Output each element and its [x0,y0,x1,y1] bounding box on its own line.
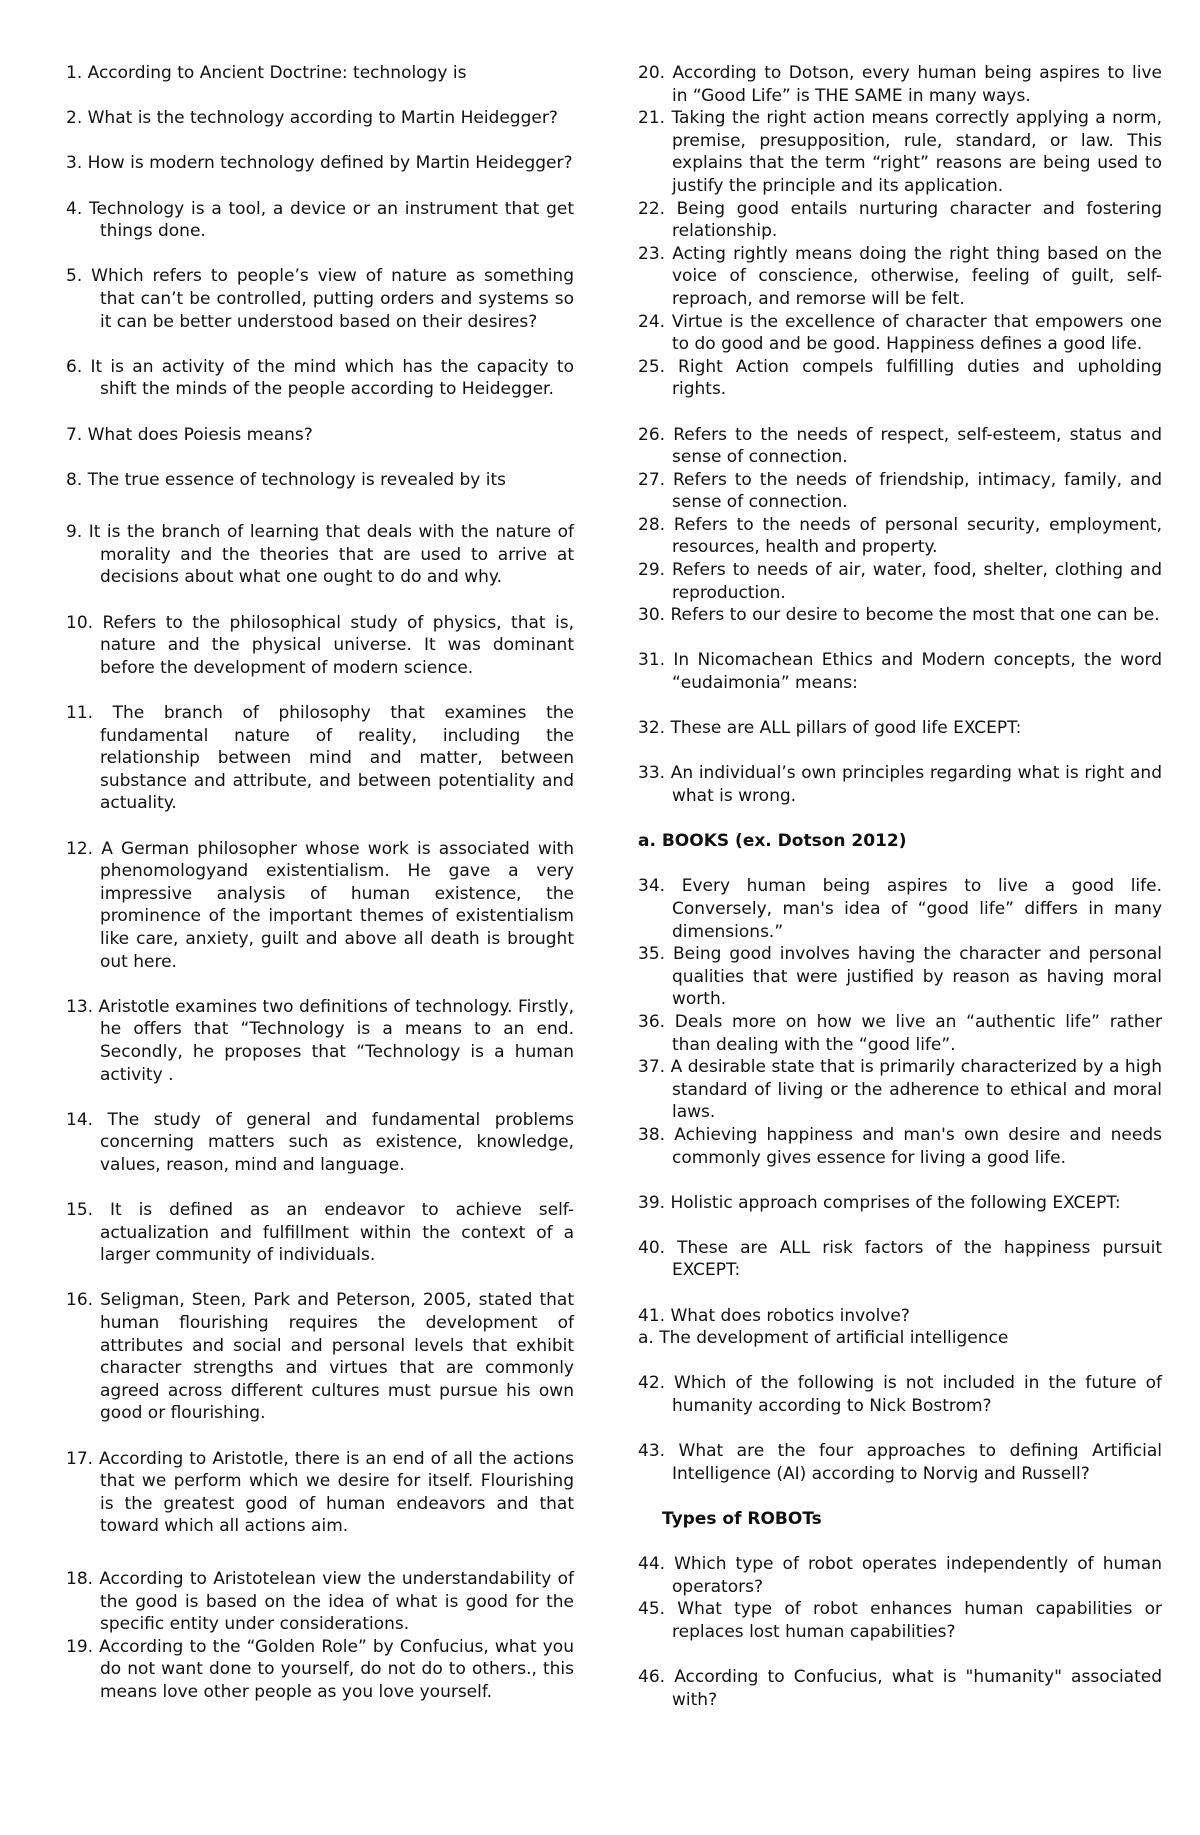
question-40: 40. These are ALL risk factors of the happiness pursuit EXCEPT: [638,1237,1162,1281]
question-41: 41. What does robotics involve? [638,1305,910,1326]
question-4: 4. Technology is a tool, a device or an instrument that get things done. [66,198,574,242]
question-24: 24. Virtue is the excellence of character that empowers one to do good and be good. Happiness defines a good life. [638,311,1162,355]
question-3: 3. How is modern technology defined by Martin Heidegger? [66,153,573,174]
question-26: 26. Refers to the needs of respect, self-esteem, status and sense of connection. [638,424,1162,468]
question-1: 1. According to Ancient Doctrine: technology is [66,63,467,83]
answer-41: a. The development of artificial intelligence [638,1328,1009,1349]
question-39: 39. Holistic approach comprises of the following EXCEPT: [638,1192,1121,1213]
question-10: 10. Refers to the philosophical study of physics, that is, nature and the physical universe. It was dominant before the development of modern science. [66,612,574,678]
question-31: 31. In Nicomachean Ethics and Modern concepts, the word “eudaimonia” means: [638,650,1162,694]
question-37: 37. A desirable state that is primarily characterized by a high standard of living or the adherence to ethical and moral laws. [638,1057,1162,1123]
question-35: 35. Being good involves having the character and personal qualities that were justified by reason as having moral worth. [638,944,1162,1010]
question-19: 19. According to the “Golden Role” by Confucius, what you do not want done to yourself, do not do to others., this means love other people as you love yourself. [66,1636,574,1702]
question-6: 6. It is an activity of the mind which has the capacity to shift the minds of the people according to Heidegger. [66,356,574,400]
question-38: 38. Achieving happiness and man's own desire and needs commonly gives essence for living a good life. [638,1124,1162,1168]
question-12: 12. A German philosopher whose work is associated with phenomologyand existentialism. He gave a very impressive analysis of human existence, the prominence of the important themes of existentialism like care, anxiety, guilt and above all death is brought out here. [66,838,574,972]
question-18: 18. According to Aristotelean view the understandability of the good is based on the idea of what is good for the specific entity under considerations. [66,1569,574,1635]
question-9: 9. It is the branch of learning that deals with the nature of morality and the theories that are used to arrive at decisions about what one ought to do and why. [66,522,574,588]
question-15: 15. It is defined as an endeavor to achieve self-actualization and fulfillment within the context of a larger community of individuals. [66,1200,574,1266]
question-5: 5. Which refers to people’s view of nature as something that can’t be controlled, putting orders and systems so it can be better understood based on their desires? [66,266,574,332]
question-13: 13. Aristotle examines two definitions of technology. Firstly, he offers that “Technology is a means to an end. Secondly, he proposes that “Technology is a human activity . [66,996,574,1085]
heading-books: a. BOOKS (ex. Dotson 2012) [638,831,907,852]
left-column [66,62,574,1704]
question-43: 43. What are the four approaches to defining Artificial Intelligence (AI) according to Norvig and Russell? [638,1441,1162,1484]
question-34: 34. Every human being aspires to live a good life. Conversely, man's idea of “good life” differs in many dimensions.” [638,876,1162,942]
question-33: 33. An individual’s own principles regarding what is right and what is wrong. [638,763,1162,806]
question-25: 25. Right Action compels fulfilling duties and upholding rights. [638,356,1162,400]
question-8: 8. The true essence of technology is revealed by its [66,469,507,490]
question-21: 21. Taking the right action means correctly applying a norm, premise, presupposition, rule, standard, or law. This explains that the term “right” reasons are being used to justify the principle and its application. [638,108,1162,196]
question-22: 22. Being good entails nurturing character and fostering relationship. [638,198,1162,242]
question-16: 16. Seligman, Steen, Park and Peterson, 2005, stated that human flourishing requires the development of attributes and social and personal levels that exhibit character strengths and virtues that are commonly agreed across different cultures must pursue his own good or flourishing. [66,1290,574,1424]
question-17: 17. According to Aristotle, there is an end of all the actions that we perform which we desire for itself. Flourishing is the greatest good of human endeavors and that toward which all actions aim. [66,1448,574,1537]
question-32: 32. These are ALL pillars of good life EXCEPT: [638,718,1022,739]
question-20: 20. According to Dotson, every human being aspires to live in “Good Life” is THE SAME in many ways. [638,63,1162,106]
question-30: 30. Refers to our desire to become the most that one can be. [638,605,1160,626]
question-29: 29. Refers to needs of air, water, food, shelter, clothing and reproduction. [638,560,1162,603]
question-7: 7. What does Poiesis means? [66,424,313,445]
question-45: 45. What type of robot enhances human capabilities or replaces lost human capabilities? [638,1599,1162,1642]
question-2: 2. What is the technology according to Martin Heidegger? [66,108,558,129]
right-column [638,62,1162,1711]
question-11: 11. The branch of philosophy that examines the fundamental nature of reality, including the relationship between mind and matter, between substance and attribute, and between potentiality and actuality. [66,703,574,814]
question-36: 36. Deals more on how we live an “authentic life” rather than dealing with the “good life”. [638,1011,1162,1055]
question-14: 14. The study of general and fundamental problems concerning matters such as existence, knowledge, values, reason, mind and language. [66,1109,574,1175]
question-44: 44. Which type of robot operates independently of human operators? [638,1554,1162,1597]
question-23: 23. Acting rightly means doing the right thing based on the voice of conscience, otherwise, feeling of guilt, self-reproach, and remorse will be felt. [638,243,1162,309]
heading-robots: Types of ROBOTs [662,1509,822,1529]
question-27: 27. Refers to the needs of friendship, intimacy, family, and sense of connection. [638,469,1162,513]
question-46: 46. According to Confucius, what is "humanity" associated with? [638,1667,1162,1710]
question-28: 28. Refers to the needs of personal security, employment, resources, health and property. [638,514,1162,558]
question-42: 42. Which of the following is not included in the future of humanity according to Nick Bostrom? [638,1373,1162,1417]
